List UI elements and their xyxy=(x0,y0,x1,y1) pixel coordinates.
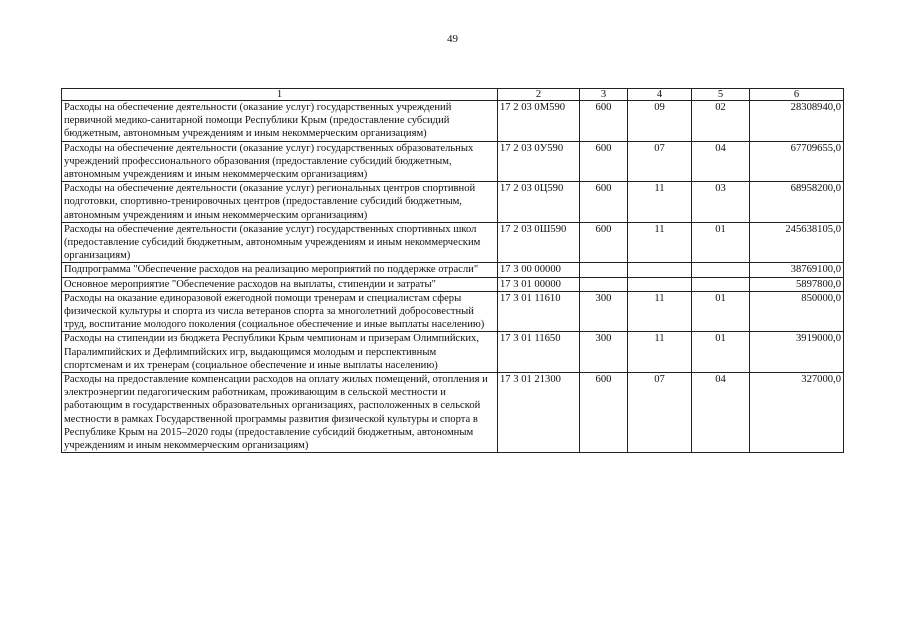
section: 07 xyxy=(628,373,692,453)
expense-type xyxy=(580,277,628,291)
amount: 68958200,0 xyxy=(750,182,844,223)
table-row xyxy=(62,332,844,373)
expense-type: 300 xyxy=(580,291,628,332)
section: 11 xyxy=(628,291,692,332)
target-code: 17 2 03 0У590 xyxy=(498,141,580,182)
section: 11 xyxy=(628,182,692,223)
target-code: 17 3 01 21300 xyxy=(498,373,580,453)
target-code: 17 2 03 0М590 xyxy=(498,101,580,142)
header-row xyxy=(62,89,844,101)
table-row xyxy=(62,291,844,332)
amount: 3919000,0 xyxy=(750,332,844,373)
subsection: 01 xyxy=(692,291,750,332)
section: 11 xyxy=(628,332,692,373)
budget-table xyxy=(61,88,844,453)
expense-type: 600 xyxy=(580,182,628,223)
subsection: 01 xyxy=(692,222,750,263)
amount: 67709655,0 xyxy=(750,141,844,182)
subsection: 03 xyxy=(692,182,750,223)
expense-name: Основное мероприятие "Обеспечение расходов на выплаты, стипендии и затраты" xyxy=(62,277,498,291)
amount: 327000,0 xyxy=(750,373,844,453)
expense-name: Расходы на обеспечение деятельности (оказание услуг) региональных центров спортивной подготовки, спортивно-тренировочных центров (предоставление субсидий бюджетным, автономным учреждениям и иным некоммерческим организациям) xyxy=(62,182,498,223)
table-row xyxy=(62,141,844,182)
table-row xyxy=(62,373,844,453)
table-row xyxy=(62,222,844,263)
table-row xyxy=(62,101,844,142)
subsection: 04 xyxy=(692,373,750,453)
amount: 38769100,0 xyxy=(750,263,844,277)
expense-name: Расходы на стипендии из бюджета Республики Крым чемпионам и призерам Олимпийских, Паралимпийских и Дефлимпийских игр, выдающимся молодым и перспективным спортсменам и их тренерам (социальное обеспечение и иные выплаты населению) xyxy=(62,332,498,373)
amount: 5897800,0 xyxy=(750,277,844,291)
expense-name: Расходы на обеспечение деятельности (оказание услуг) государственных образовательных учреждений профессионального образования (предоставление субсидий бюджетным, автономным учреждениям и иным некоммерческим организациям) xyxy=(62,141,498,182)
table-row xyxy=(62,277,844,291)
subsection: 01 xyxy=(692,332,750,373)
expense-type: 600 xyxy=(580,222,628,263)
target-code: 17 3 01 00000 xyxy=(498,277,580,291)
page-number: 49 xyxy=(447,33,458,45)
table-row xyxy=(62,182,844,223)
expense-type: 600 xyxy=(580,373,628,453)
subsection: 04 xyxy=(692,141,750,182)
col-header-1: 1 xyxy=(62,89,498,101)
table-row xyxy=(62,263,844,277)
col-header-5: 5 xyxy=(692,89,750,101)
amount: 28308940,0 xyxy=(750,101,844,142)
expense-type: 600 xyxy=(580,101,628,142)
expense-name: Расходы на обеспечение деятельности (оказание услуг) государственных спортивных школ (предоставление субсидий бюджетным, автономным учреждениям и иным некоммерческим организациям) xyxy=(62,222,498,263)
expense-type: 600 xyxy=(580,141,628,182)
col-header-6: 6 xyxy=(750,89,844,101)
target-code: 17 3 01 11610 xyxy=(498,291,580,332)
expense-type: 300 xyxy=(580,332,628,373)
section xyxy=(628,277,692,291)
section: 11 xyxy=(628,222,692,263)
subsection: 02 xyxy=(692,101,750,142)
col-header-4: 4 xyxy=(628,89,692,101)
col-header-2: 2 xyxy=(498,89,580,101)
col-header-3: 3 xyxy=(580,89,628,101)
subsection xyxy=(692,263,750,277)
amount: 850000,0 xyxy=(750,291,844,332)
target-code: 17 2 03 0Ш590 xyxy=(498,222,580,263)
section: 09 xyxy=(628,101,692,142)
target-code: 17 2 03 0Ц590 xyxy=(498,182,580,223)
expense-name: Расходы на предоставление компенсации расходов на оплату жилых помещений, отопления и электроэнергии педагогическим работникам, проживающим в сельской местности и работающим в государственных образовательных организациях, расположенных в сельской местности в рамках Государственной программы развития физической культуры и спорта в Республике Крым на 2015–2020 годы (предоставление субсидий бюджетным, автономным учреждениям и иным некоммерческим организациям) xyxy=(62,373,498,453)
section: 07 xyxy=(628,141,692,182)
target-code: 17 3 01 11650 xyxy=(498,332,580,373)
expense-name: Расходы на обеспечение деятельности (оказание услуг) государственных учреждений первичной медико-санитарной помощи Республики Крым (предоставление субсидий бюджетным, автономным учреждениям и иным некоммерческим организациям) xyxy=(62,101,498,142)
target-code: 17 3 00 00000 xyxy=(498,263,580,277)
expense-name: Подпрограмма "Обеспечение расходов на реализацию мероприятий по поддержке отрасли" xyxy=(62,263,498,277)
expense-type xyxy=(580,263,628,277)
section xyxy=(628,263,692,277)
subsection xyxy=(692,277,750,291)
amount: 245638105,0 xyxy=(750,222,844,263)
expense-name: Расходы на оказание единоразовой ежегодной помощи тренерам и специалистам сферы физической культуры и спорта из числа ветеранов спорта за многолетний добросовестный труд, воспитание молодого поколения (социальное обеспечение и иные выплаты населению) xyxy=(62,291,498,332)
